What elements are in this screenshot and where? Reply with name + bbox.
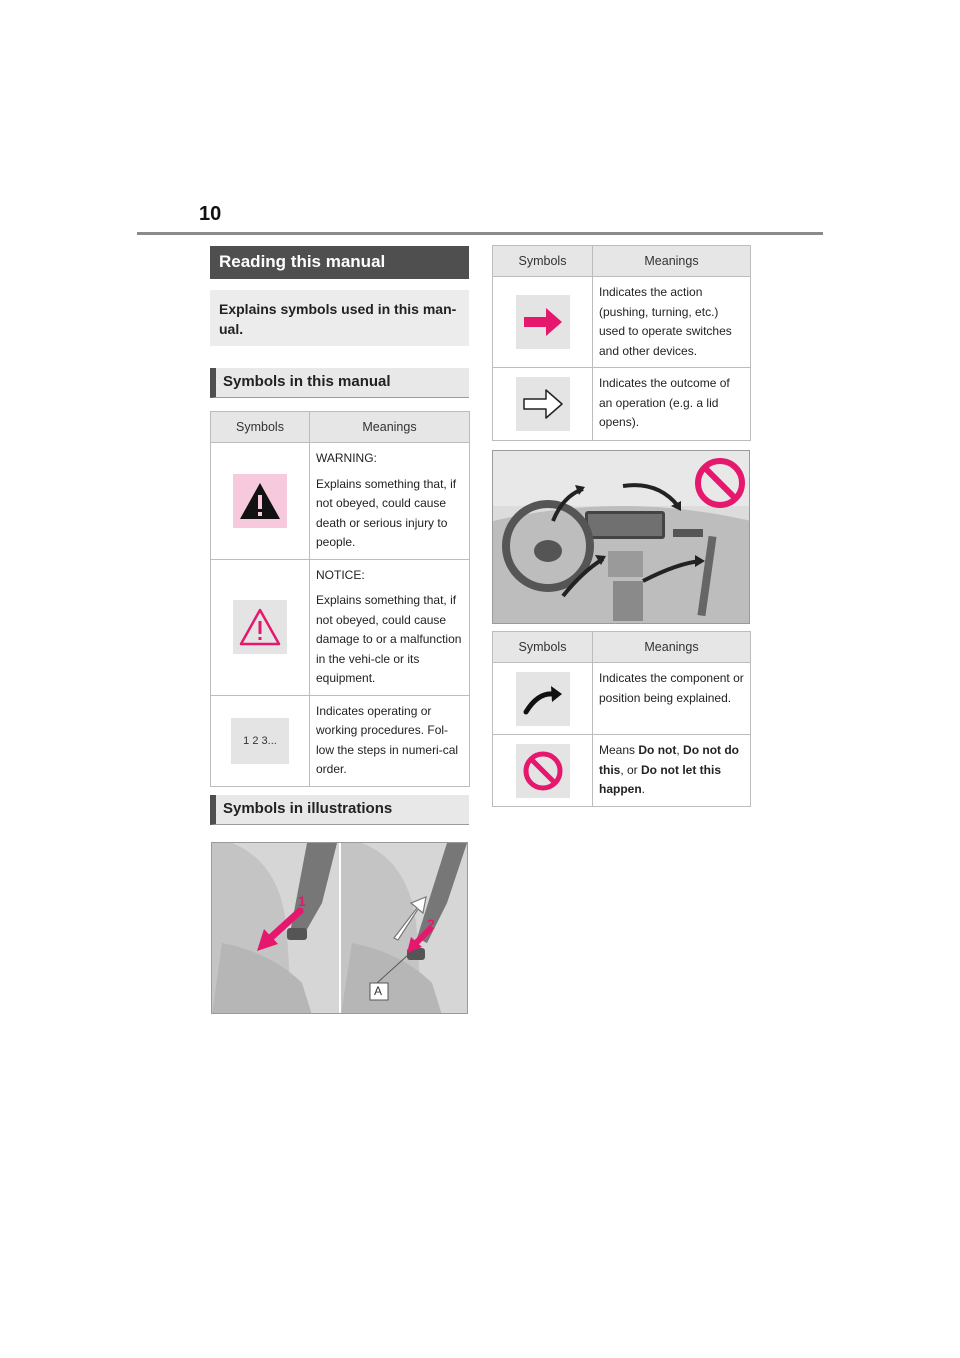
outcome-text: Indicates the outcome of an operation (e.g. a lid opens).	[599, 376, 730, 429]
solid-arrow-icon	[516, 295, 570, 349]
step-1-label: 1	[298, 893, 306, 909]
col-symbols: Symbols	[493, 632, 593, 663]
section-title-bar	[210, 246, 469, 279]
col-symbols: Symbols	[493, 246, 593, 277]
table-row	[493, 277, 751, 368]
dashboard-illustration	[492, 450, 750, 624]
manual-symbols-table	[210, 411, 470, 787]
table-row	[211, 559, 470, 695]
notice-text: Explains something that, if not obeyed, could cause damage to or a malfunction in the vehi-cle or its equipment.	[316, 593, 462, 685]
callout-a-label: A	[374, 984, 383, 998]
notice-triangle-icon	[233, 600, 287, 654]
action-text: Indicates the action (pushing, turning, etc.) used to operate switches and other devices.	[599, 285, 732, 358]
header-rule	[137, 232, 823, 235]
notice-label: NOTICE:	[316, 567, 365, 582]
section-intro: Explains symbols used in this man-ual.	[219, 301, 457, 337]
component-text: Indicates the component or position being explained.	[599, 671, 744, 705]
steps-text: Indicates operating or working procedures. Fol-low the steps in numeri-cal order.	[316, 703, 459, 776]
table-row	[211, 443, 470, 560]
table-row	[493, 663, 751, 735]
manual-symbols-heading: Symbols in this manual	[210, 368, 469, 398]
section-title: Reading this manual	[219, 252, 386, 271]
page-number: 10	[199, 203, 222, 225]
table-header-row	[211, 412, 470, 443]
table-header-row	[493, 632, 751, 663]
marker-symbols-table	[492, 631, 751, 807]
step-2-label: 2	[427, 916, 435, 932]
col-symbols: Symbols	[211, 412, 310, 443]
illustration-symbols-heading: Symbols in illustrations	[210, 795, 469, 825]
curved-arrow-icon	[516, 672, 570, 726]
action-symbols-table	[492, 245, 751, 441]
table-row	[493, 368, 751, 441]
col-meanings: Meanings	[593, 246, 751, 277]
prohibition-icon	[516, 744, 570, 798]
warning-triangle-icon	[233, 474, 287, 528]
outline-arrow-icon	[516, 377, 570, 431]
seatbelt-illustration	[211, 842, 468, 1014]
table-header-row	[493, 246, 751, 277]
table-row	[211, 695, 470, 786]
warning-text: Explains something that, if not obeyed, could cause death or serious injury to people.	[316, 476, 457, 549]
table-row	[493, 735, 751, 807]
numbered-steps-icon: 1 2 3...	[231, 718, 289, 764]
prohibition-text: Means Do not, Do not do this, or Do not let this happen.	[599, 743, 740, 796]
col-meanings: Meanings	[593, 632, 751, 663]
section-intro-box	[210, 290, 469, 346]
col-meanings: Meanings	[310, 412, 470, 443]
warning-label: WARNING:	[316, 451, 377, 465]
